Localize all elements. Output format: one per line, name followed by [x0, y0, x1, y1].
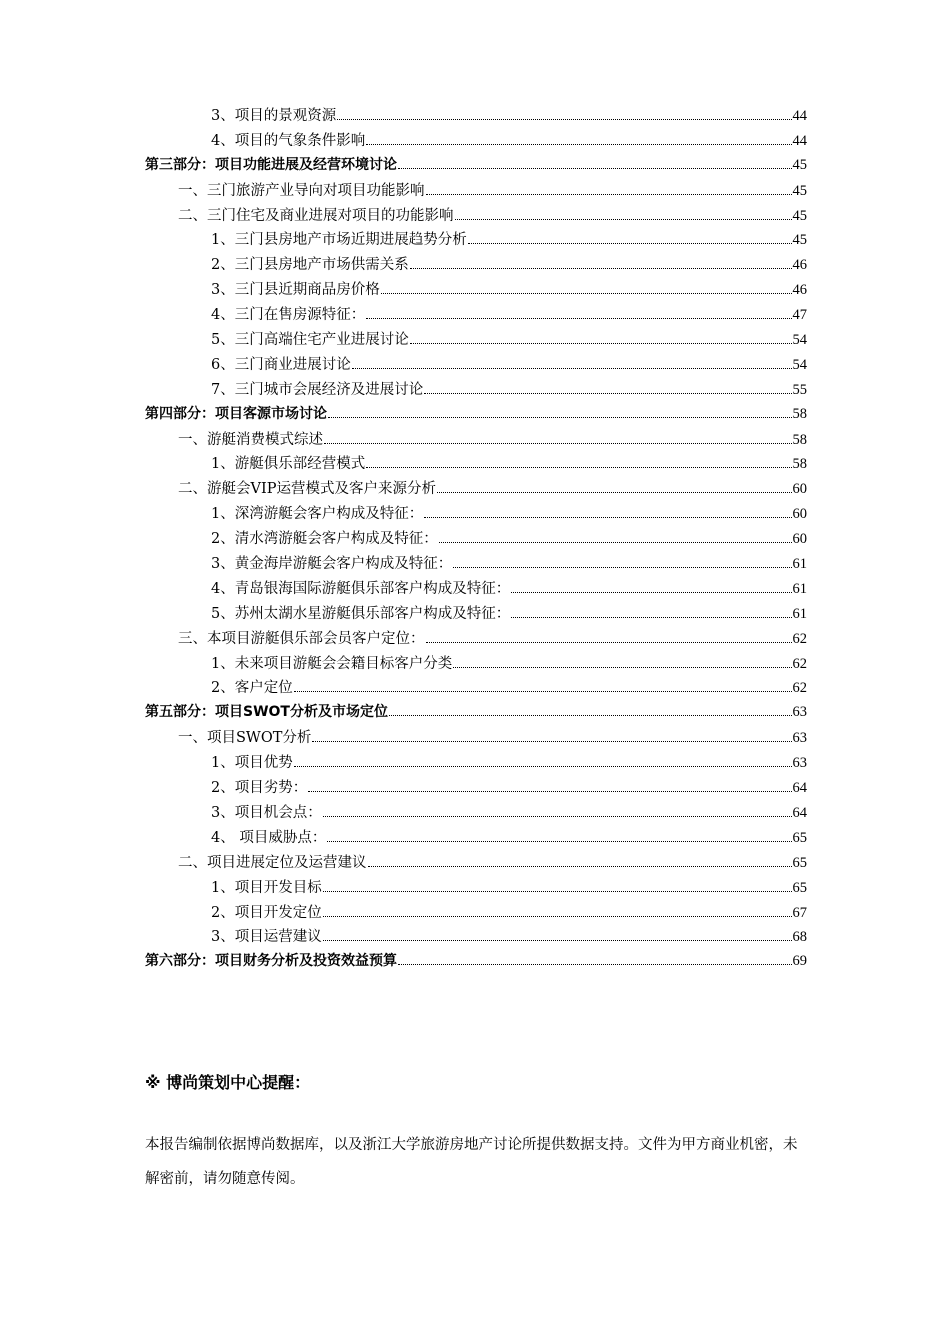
toc-entry-page-number: 64	[792, 780, 807, 797]
toc-entry-title: 一、项目SWOT分析	[178, 730, 312, 747]
toc-entry[interactable]	[145, 204, 807, 229]
toc-leader-dots	[424, 393, 791, 394]
toc-entry[interactable]	[145, 676, 807, 701]
toc-entry[interactable]	[145, 701, 807, 726]
toc-leader-dots	[468, 243, 792, 244]
toc-entry-title: 三、本项目游艇俱乐部会员客户定位：	[178, 630, 425, 647]
toc-entry-page-number: 68	[792, 929, 807, 946]
toc-leader-dots	[366, 144, 791, 145]
toc-entry-title: 2、清水湾游艇会客户构成及特征：	[211, 531, 438, 548]
toc-entry-page-number: 45	[792, 182, 807, 199]
toc-entry-page-number: 62	[792, 655, 807, 672]
toc-entry-page-number: 69	[792, 953, 807, 970]
toc-leader-dots	[410, 343, 792, 344]
toc-entry[interactable]	[145, 228, 807, 253]
toc-entry[interactable]	[145, 751, 807, 776]
toc-entry-title: 二、项目进展定位及运营建议	[178, 854, 367, 871]
toc-entry[interactable]	[145, 104, 807, 129]
toc-entry-page-number: 45	[792, 207, 807, 224]
toc-entry[interactable]	[145, 527, 807, 552]
toc-entry-page-number: 46	[792, 282, 807, 299]
toc-leader-dots	[426, 194, 792, 195]
toc-leader-dots	[410, 268, 792, 269]
toc-entry[interactable]	[145, 303, 807, 328]
toc-entry-title: 2、项目劣势：	[211, 780, 308, 797]
toc-entry-title: 5、苏州太湖水星游艇俱乐部客户构成及特征：	[211, 605, 511, 622]
notice-body: 本报告编制依据博尚数据库，以及浙江大学旅游房地产讨论所提供数据支持。文件为甲方商业机密，未解密前，请勿随意传阅。	[145, 1137, 798, 1187]
toc-entry-title: 第六部分：项目财务分析及投资效益预算	[145, 953, 397, 970]
toc-entry-title: 第四部分：项目客源市场讨论	[145, 405, 327, 422]
toc-entry[interactable]	[145, 253, 807, 278]
notice-title: ※ 博尚策划中心提醒：	[145, 1073, 311, 1092]
toc-entry-title: 3、黄金海岸游艇会客户构成及特征：	[211, 556, 453, 573]
toc-entry-title: 二、游艇会VIP运营模式及客户来源分析	[178, 481, 436, 498]
toc-entry-title: 4、青岛银海国际游艇俱乐部客户构成及特征：	[211, 580, 511, 597]
toc-entry[interactable]	[145, 477, 807, 502]
toc-leader-dots	[323, 916, 792, 917]
toc-leader-dots	[352, 368, 792, 369]
toc-entry-title: 2、客户定位	[211, 680, 293, 697]
toc-entry-title: 4、项目的气象条件影响	[211, 132, 366, 149]
toc-entry[interactable]	[145, 776, 807, 801]
toc-leader-dots	[328, 417, 792, 418]
toc-entry[interactable]	[145, 452, 807, 477]
toc-entry[interactable]	[145, 328, 807, 353]
toc-entry-page-number: 47	[792, 307, 807, 324]
toc-entry-title: 第三部分：项目功能进展及经营环境讨论	[145, 156, 397, 173]
toc-entry[interactable]	[145, 552, 807, 577]
toc-entry[interactable]	[145, 826, 807, 851]
toc-entry[interactable]	[145, 378, 807, 403]
toc-entry-title: 1、游艇俱乐部经营模式	[211, 456, 366, 473]
toc-entry[interactable]	[145, 403, 807, 428]
toc-leader-dots	[294, 691, 792, 692]
toc-entry-title: 7、三门城市会展经济及进展讨论	[211, 381, 424, 398]
toc-entry-title: 一、三门旅游产业导向对项目功能影响	[178, 182, 425, 199]
toc-leader-dots	[294, 766, 792, 767]
toc-entry-title: 4、 项目威胁点：	[211, 829, 327, 846]
toc-entry-title: 第五部分：项目SWOT分析及市场定位	[145, 704, 388, 721]
toc-entry-title: 3、三门县近期商品房价格	[211, 282, 380, 299]
toc-entry[interactable]	[145, 950, 807, 975]
toc-leader-dots	[381, 293, 792, 294]
toc-entry-page-number: 58	[792, 456, 807, 473]
toc-leader-dots	[437, 492, 792, 493]
toc-entry-title: 1、未来项目游艇会会籍目标客户分类	[211, 655, 453, 672]
toc-entry-title: 1、三门县房地产市场近期进展趋势分析	[211, 232, 467, 249]
toc-leader-dots	[324, 443, 792, 444]
toc-entry[interactable]	[145, 179, 807, 204]
toc-entry-page-number: 65	[792, 854, 807, 871]
toc-entry-title: 1、项目开发目标	[211, 879, 322, 896]
toc-entry-title: 2、项目开发定位	[211, 904, 322, 921]
toc-entry-page-number: 65	[792, 879, 807, 896]
toc-leader-dots	[323, 891, 792, 892]
toc-entry-page-number: 45	[792, 232, 807, 249]
toc-entry[interactable]	[145, 925, 807, 950]
toc-leader-dots	[455, 219, 792, 220]
toc-entry[interactable]	[145, 801, 807, 826]
toc-entry[interactable]	[145, 876, 807, 901]
toc-leader-dots	[511, 617, 791, 618]
toc-entry-page-number: 58	[792, 405, 807, 422]
toc-leader-dots	[398, 964, 792, 965]
toc-leader-dots	[337, 119, 791, 120]
toc-entry-page-number: 63	[792, 704, 807, 721]
toc-entry[interactable]	[145, 627, 807, 652]
toc-leader-dots	[323, 940, 792, 941]
toc-entry[interactable]	[145, 278, 807, 303]
toc-entry-page-number: 58	[792, 431, 807, 448]
toc-leader-dots	[453, 667, 791, 668]
toc-entry[interactable]	[145, 726, 807, 751]
toc-entry-title: 1、项目优势	[211, 755, 293, 772]
toc-entry-page-number: 45	[792, 156, 807, 173]
toc-entry-title: 3、项目运营建议	[211, 929, 322, 946]
table-of-contents	[145, 104, 807, 975]
toc-entry[interactable]	[145, 901, 807, 926]
toc-entry[interactable]	[145, 577, 807, 602]
toc-entry-title: 5、三门高端住宅产业进展讨论	[211, 332, 409, 349]
toc-entry-title: 一、游艇消费模式综述	[178, 431, 323, 448]
toc-leader-dots	[453, 567, 791, 568]
toc-entry[interactable]	[145, 129, 807, 154]
toc-entry[interactable]	[145, 502, 807, 527]
toc-entry-page-number: 61	[792, 556, 807, 573]
toc-entry[interactable]	[145, 851, 807, 876]
toc-entry-page-number: 44	[792, 108, 807, 124]
toc-entry-page-number: 67	[792, 904, 807, 921]
toc-entry-page-number: 65	[792, 829, 807, 846]
toc-entry[interactable]	[145, 652, 807, 677]
toc-entry-title: 3、项目机会点：	[211, 804, 322, 821]
toc-entry[interactable]	[145, 428, 807, 453]
toc-leader-dots	[424, 517, 791, 518]
toc-entry-page-number: 62	[792, 680, 807, 697]
toc-entry-page-number: 60	[792, 506, 807, 523]
toc-entry-title: 二、三门住宅及商业进展对项目的功能影响	[178, 207, 454, 224]
toc-entry[interactable]	[145, 154, 807, 179]
toc-entry-page-number: 60	[792, 481, 807, 498]
toc-entry-title: 4、三门在售房源特征：	[211, 307, 366, 324]
toc-entry-title: 3、项目的景观资源	[211, 108, 337, 124]
toc-entry[interactable]	[145, 602, 807, 627]
toc-entry-page-number: 63	[792, 755, 807, 772]
toc-leader-dots	[366, 318, 791, 319]
toc-entry-title: 1、深湾游艇会客户构成及特征：	[211, 506, 424, 523]
toc-entry[interactable]	[145, 353, 807, 378]
toc-leader-dots	[426, 642, 792, 643]
toc-entry-page-number: 44	[792, 132, 807, 149]
toc-entry-page-number: 60	[792, 531, 807, 548]
toc-leader-dots	[368, 866, 792, 867]
toc-leader-dots	[308, 791, 791, 792]
toc-leader-dots	[312, 741, 791, 742]
toc-leader-dots	[323, 816, 792, 817]
toc-entry-page-number: 46	[792, 257, 807, 274]
toc-entry-title: 2、三门县房地产市场供需关系	[211, 257, 409, 274]
toc-leader-dots	[439, 542, 792, 543]
toc-entry-page-number: 64	[792, 804, 807, 821]
toc-entry-page-number: 55	[792, 381, 807, 398]
toc-leader-dots	[327, 841, 791, 842]
toc-entry-page-number: 62	[792, 630, 807, 647]
toc-entry-page-number: 61	[792, 580, 807, 597]
toc-leader-dots	[511, 592, 791, 593]
toc-entry-page-number: 61	[792, 605, 807, 622]
toc-leader-dots	[389, 715, 792, 716]
toc-entry-page-number: 63	[792, 730, 807, 747]
toc-leader-dots	[366, 467, 791, 468]
toc-entry-page-number: 54	[792, 356, 807, 373]
toc-entry-page-number: 54	[792, 332, 807, 349]
toc-entry-title: 6、三门商业进展讨论	[211, 356, 351, 373]
toc-leader-dots	[398, 168, 792, 169]
